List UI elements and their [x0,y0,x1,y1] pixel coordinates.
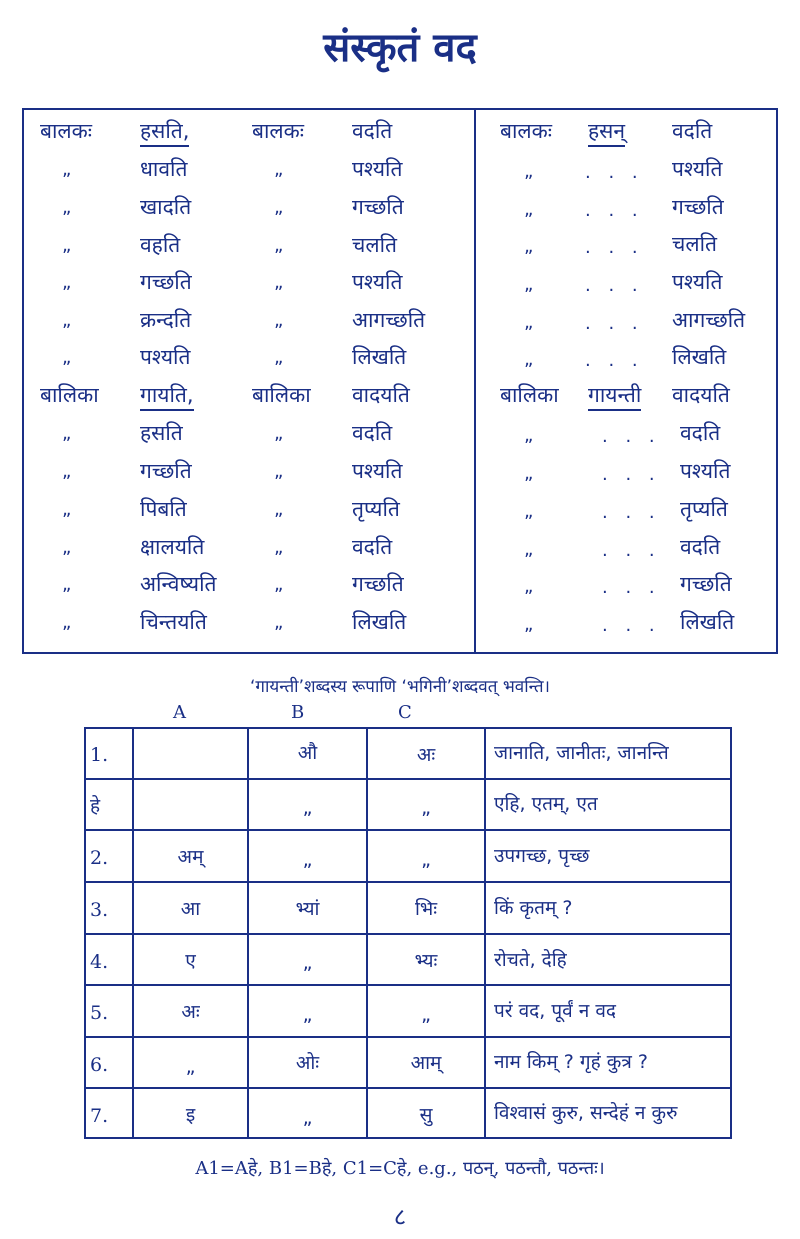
cell-example: परं वद, पूर्वं न वद [494,1000,616,1022]
right-verb: आगच्छति [672,308,746,332]
left-verb-2: वदति [352,421,393,445]
left-ditto: „ [62,347,72,368]
table-rule [84,881,732,883]
left-verb: क्रन्दति [140,308,192,332]
cell-c: „ [421,1004,431,1026]
left-verb: खादति [140,195,192,219]
right-participle: हसन् [588,118,625,147]
page-number: ८ [393,1203,407,1231]
left-ditto-2: „ [274,159,284,180]
left-verb-2: पश्यति [352,459,403,483]
left-verb: धावति [140,157,188,181]
left-verb-2: वदति [352,119,393,143]
cell-example: रोचते, देहि [494,949,567,971]
row-number: हे [90,795,101,817]
right-verb: चलति [672,232,717,256]
table-rule [84,829,732,831]
left-subject-2: बालिका [252,383,311,407]
cell-b: ओः [295,1052,320,1074]
left-verb-2: गच्छति [352,572,404,596]
left-ditto: „ [62,197,72,218]
left-verb: गायति, [140,382,194,411]
left-ditto-2: „ [274,612,284,633]
left-verb-2: चलति [352,233,397,257]
left-verb-2: वदति [352,535,393,559]
cell-b: भ्यां [295,898,320,920]
left-ditto-2: „ [274,461,284,482]
right-dots: . . . [585,237,644,258]
cell-b: „ [302,849,313,871]
right-dots: . . . [602,540,661,561]
cell-b: „ [302,797,313,819]
column-header-c: C [398,702,412,723]
left-ditto-2: „ [274,310,284,331]
cell-example: नाम किम् ? गृहं कुत्र ? [494,1051,648,1073]
right-dots: . . . [602,502,661,523]
cell-c: „ [421,797,431,819]
right-ditto: „ [524,312,534,333]
right-ditto: „ [524,161,534,182]
right-verb: गच्छति [672,195,724,219]
left-ditto: „ [62,461,72,482]
table-rule [84,984,732,986]
cell-example: जानाति, जानीतः, जानन्ति [494,742,669,764]
right-ditto: „ [524,236,534,257]
left-verb-2: पश्यति [352,270,403,294]
row-number: 2. [90,847,109,869]
cell-a: अः [181,1001,200,1023]
row-number: 7. [90,1105,109,1127]
left-ditto-2: „ [274,272,284,293]
right-dots: . . . [585,313,644,334]
right-verb: लिखति [672,345,727,369]
left-ditto-2: „ [274,499,284,520]
left-ditto-2: „ [274,235,284,256]
left-verb-2: तृप्यति [352,497,400,521]
right-verb: लिखति [680,610,735,634]
right-verb: वादयति [672,383,730,407]
right-participle: गायन्ती [588,382,641,411]
column-header-a: A [173,702,186,723]
cell-example: विश्वासं कुरु, सन्देहं न कुरु [494,1102,678,1124]
left-ditto-2: „ [274,423,284,444]
left-verb-2: गच्छति [352,195,404,219]
right-ditto: „ [524,199,534,220]
left-verb-2: पश्यति [352,157,403,181]
left-ditto-2: „ [274,347,284,368]
right-verb: वदति [672,119,713,143]
right-dots: . . . [602,426,661,447]
right-ditto: „ [524,539,534,560]
right-dots: . . . [602,464,661,485]
cell-b: औ [297,742,318,764]
left-ditto: „ [62,310,72,331]
right-ditto: „ [524,501,534,522]
left-verb: पिबति [140,497,187,521]
right-verb: पश्यति [680,459,731,483]
cell-a: अम् [177,846,204,868]
left-ditto: „ [62,612,72,633]
left-ditto-2: „ [274,537,284,558]
cell-c: सु [419,1104,433,1126]
column-header-b: B [291,702,305,723]
cell-c: भ्यः [414,950,438,972]
left-verb-2: लिखति [352,610,407,634]
row-number: 5. [90,1002,109,1024]
right-subject: बालिका [500,383,559,407]
right-dots: . . . [585,275,644,296]
left-verb-2: लिखति [352,345,407,369]
table-col-rule [484,727,486,1139]
right-ditto: „ [524,425,534,446]
left-subject: बालकः [40,119,93,143]
left-verb: हसति, [140,118,189,147]
right-verb: पश्यति [672,270,723,294]
row-number: 4. [90,951,109,973]
cell-a: „ [185,1056,196,1078]
left-ditto: „ [62,574,72,595]
right-ditto: „ [524,274,534,295]
vocabulary-box-divider [474,108,476,654]
cell-example: एहि, एतम्, एत [494,793,598,815]
left-verb-2: वादयति [352,383,410,407]
right-verb: वदति [680,535,721,559]
right-ditto: „ [524,614,534,635]
right-dots: . . . [585,162,644,183]
table-rule [84,778,732,780]
left-verb: गच्छति [140,459,192,483]
note-text: ‘गायन्ती’शब्दस्य रूपाणि ‘भगिनी’शब्दवत् भवन्ति। [250,677,550,697]
left-ditto: „ [62,499,72,520]
left-verb: चिन्तयति [140,610,207,634]
left-subject-2: बालकः [252,119,305,143]
table-col-rule [247,727,249,1139]
right-ditto: „ [524,349,534,370]
right-dots: . . . [585,200,644,221]
row-number: 3. [90,899,109,921]
cell-a: इ [185,1104,196,1126]
right-verb: पश्यति [672,157,723,181]
left-ditto-2: „ [274,574,284,595]
cell-example: किं कृतम् ? [494,897,573,919]
left-ditto-2: „ [274,197,284,218]
right-dots: . . . [602,615,661,636]
right-subject: बालकः [500,119,553,143]
left-verb: गच्छति [140,270,192,294]
left-ditto: „ [62,235,72,256]
page-title: संस्कृतं वद [323,25,477,71]
cell-c: „ [421,849,431,871]
left-ditto: „ [62,423,72,444]
left-subject: बालिका [40,383,99,407]
cell-b: „ [302,952,313,974]
left-verb-2: आगच्छति [352,308,426,332]
cell-example: उपगच्छ, पृच्छ [494,845,590,867]
cell-a: आ [180,898,201,920]
right-dots: . . . [602,577,661,598]
right-ditto: „ [524,576,534,597]
left-verb: हसति [140,421,183,445]
cell-c: भिः [414,898,438,920]
row-number: 6. [90,1054,109,1076]
footer-note: A1=Aहे, B1=Bहे, C1=Cहे, e.g., पठन्, पठन्तौ, पठन्तः। [195,1158,605,1179]
right-verb: गच्छति [680,572,732,596]
cell-c: आम् [410,1052,442,1074]
left-verb: क्षालयति [140,535,205,559]
left-ditto: „ [62,272,72,293]
left-verb: पश्यति [140,345,191,369]
right-dots: . . . [585,350,644,371]
right-verb: तृप्यति [680,497,728,521]
right-verb: वदति [680,421,721,445]
left-verb: अन्विष्यति [140,572,217,596]
table-rule [84,1036,732,1038]
left-ditto: „ [62,159,72,180]
cell-a: ए [185,950,196,972]
cell-c: अः [416,744,436,766]
right-ditto: „ [524,463,534,484]
cell-b: „ [302,1004,313,1026]
table-col-rule [366,727,368,1139]
left-verb: वहति [140,233,181,257]
cell-b: „ [302,1107,313,1129]
row-number: 1. [90,744,109,766]
table-rule [84,933,732,935]
left-ditto: „ [62,537,72,558]
table-rule [84,1087,732,1089]
